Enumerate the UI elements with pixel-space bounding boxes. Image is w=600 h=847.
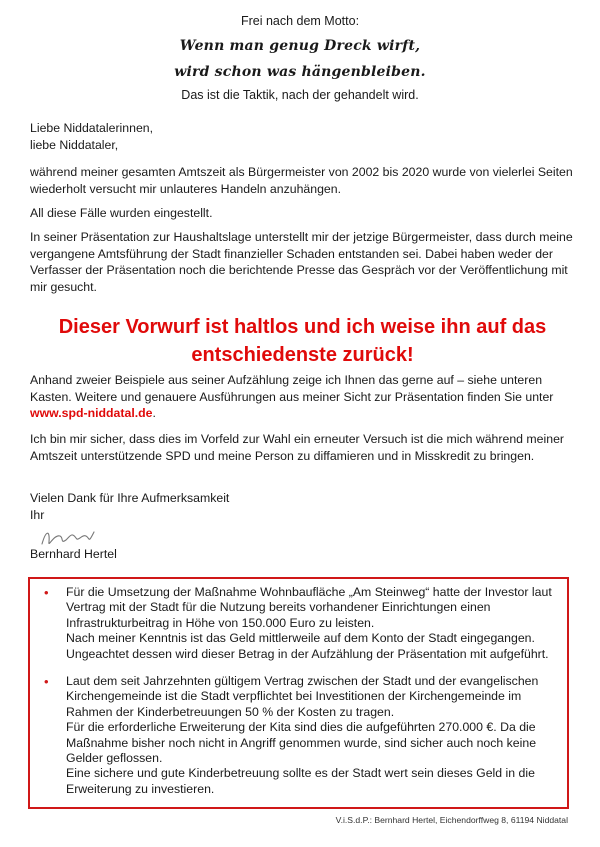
closing	[30, 490, 575, 523]
motto-line-1: Wenn man genug Dreck wirft,	[179, 38, 421, 54]
headline: Dieser Vorwurf ist haltlos und ich weise ihn auf das entschiedenste zurück!	[58, 316, 547, 366]
paragraph-2: All diese Fälle wurden eingestellt.	[30, 206, 213, 220]
paragraph-5: Ich bin mir sicher, dass dies im Vorfeld zur Wahl ein erneuter Versuch ist die mich während meiner Amtszeit unterstützende SPD und meine Person zu diffamieren und in Misskredit zu bringen.	[30, 432, 565, 463]
paragraph-3: In seiner Präsentation zur Haushaltslage unterstellt mir der jetzige Bürgermeister, dass durch meine vergangene Amtsführung der Stadt finanzieller Schaden entstanden sei. Dabei haben weder der Verfasser der Präsentation noch die berichtende Presse das Gespräch vor der Veröffentlichung mit mir gesucht.	[30, 230, 573, 294]
signature-name: Bernhard Hertel	[30, 547, 117, 561]
paragraph-4-suffix: .	[152, 406, 156, 420]
closing-ihr: Ihr	[30, 507, 45, 522]
motto-line-2: wird schon was hängenbleiben.	[174, 64, 426, 80]
bullet-2-marker: •	[44, 674, 49, 689]
bullet-1-part-c: Ungeachtet dessen wird dieser Betrag in der Aufzählung der Präsentation mit aufgeführt.	[66, 646, 549, 661]
website-link[interactable]: www.spd-niddatal.de	[30, 406, 153, 420]
bullet-2-part-c: Eine sichere und gute Kinderbetreuung sollte es der Stadt wert sein dieses Geld in die Erweiterung zu investieren.	[66, 766, 535, 796]
bullet-2-part-a: Laut dem seit Jahrzehnten gültigem Vertrag zwischen der Stadt und der evangelischen Kirchengemeinde ist die Stadt verpflichtet bei Investitionen der Kirchengemeinde im Rahmen der Kinderbetreuungen 50 % der Kosten zu tragen.	[66, 674, 539, 719]
bullet-1-part-a: Für die Umsetzung der Maßnahme Wohnbaufläche „Am Steinweg“ hatte der Investor laut Vertrag mit der Stadt für die Nutzung bereits vorhandener Einrichtungen einen Infrastrukturbeitrag in Höhe von 150.000 Euro zu leisten.	[66, 585, 552, 630]
greeting-line-2: liebe Niddataler,	[30, 137, 119, 152]
bullet-1	[66, 585, 561, 662]
imprint-footer: V.i.S.d.P.: Bernhard Hertel, Eichendorffweg 8, 61194 Niddatal	[335, 815, 568, 825]
bullet-1-marker: •	[44, 585, 49, 600]
closing-line: Vielen Dank für Ihre Aufmerksamkeit	[30, 491, 230, 505]
paragraph-1: während meiner gesamten Amtszeit als Bürgermeister von 2002 bis 2020 wurde von vielerlei Seiten wiederholt versucht mir unlauteres Handeln anzuhängen.	[30, 165, 573, 196]
bullet-2-part-b: Für die erforderliche Erweiterung der Kita sind dies die aufgeführten 270.000 €. Da die Maßnahme bisher noch nicht in Angriff genommen wurde, sind sicher auch noch keine Gelder geflossen.	[66, 720, 537, 766]
motto-tail: Das ist die Taktik, nach der gehandelt wird.	[181, 88, 419, 102]
bullet-2	[66, 674, 561, 797]
examples-box	[28, 577, 569, 809]
motto-intro: Frei nach dem Motto:	[240, 14, 360, 28]
greeting-line-1: Liebe Niddatalerinnen,	[30, 121, 154, 135]
paragraph-4-text: Anhand zweier Beispiele aus seiner Aufzählung zeige ich Ihnen das gerne auf – siehe unteren Kasten. Weitere und genauere Ausführungen aus meiner Sicht zur Präsentation finden Sie unter	[30, 373, 554, 404]
greeting	[30, 120, 575, 153]
bullet-1-part-b: Nach meiner Kenntnis ist das Geld mittlerweile auf dem Konto der Stadt eingegangen.	[66, 631, 535, 646]
paragraph-4	[30, 372, 575, 422]
